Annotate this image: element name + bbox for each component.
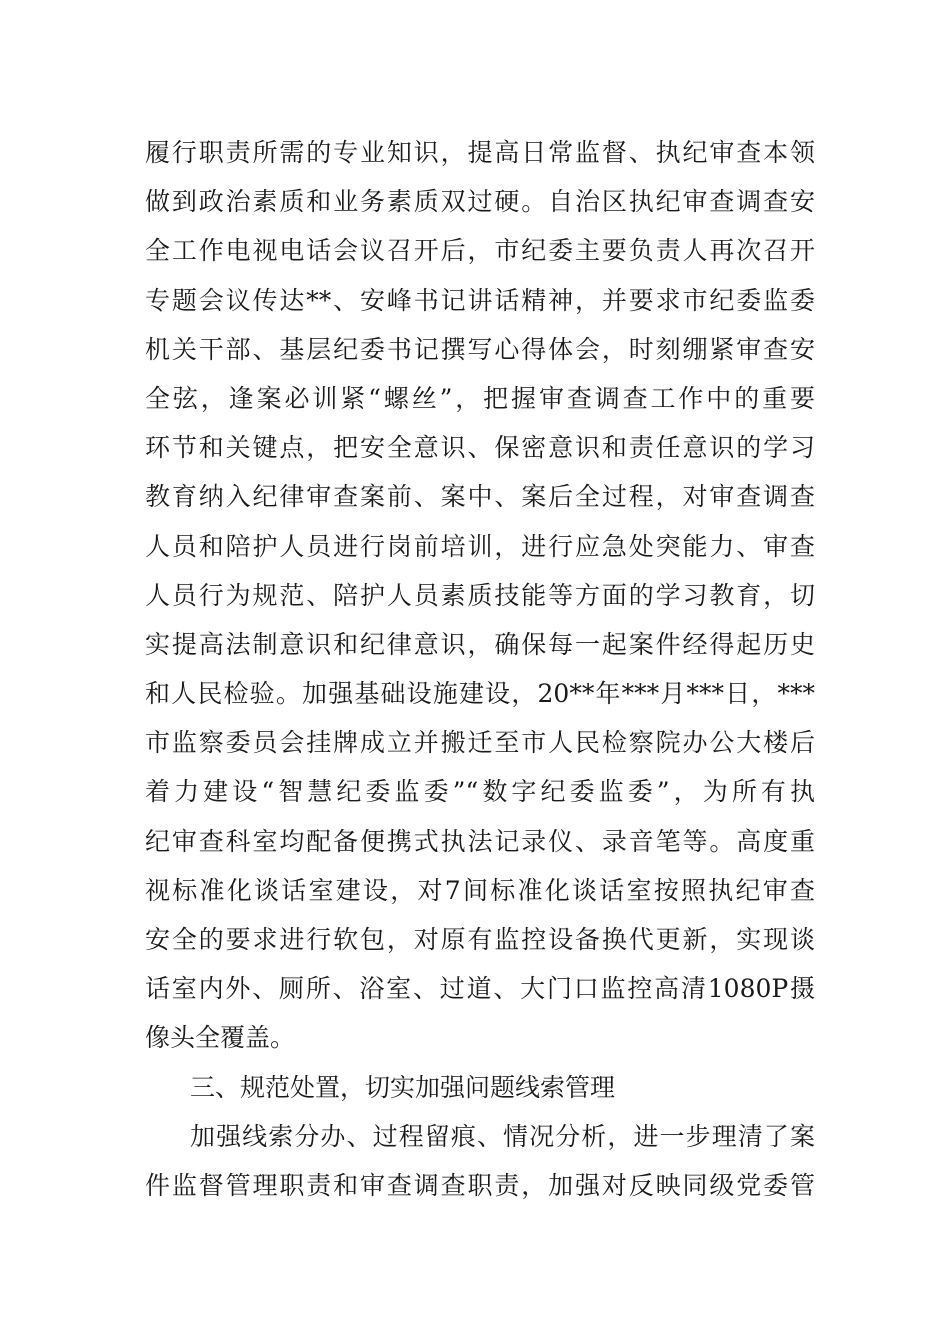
section-heading: 三、规范处置，切实加强问题线索管理 xyxy=(190,1072,616,1102)
paragraph-line: 教育纳入纪律审查案前、案中、案后全过程，对审查调查 xyxy=(145,482,815,512)
paragraph-line: 做到政治素质和业务素质双过硬。自治区执纪审查调查安 xyxy=(145,187,815,217)
paragraph-line: 话室内外、厕所、浴室、过道、大门口监控高清1080P摄 xyxy=(145,974,815,1004)
paragraph-line: 纪审查科室均配备便携式执法记录仪、录音笔等。高度重 xyxy=(145,826,815,856)
paragraph-line: 加强线索分办、过程留痕、情况分析，进一步理清了案 xyxy=(190,1121,815,1151)
paragraph-line: 人员行为规范、陪护人员素质技能等方面的学习教育，切 xyxy=(145,580,815,610)
paragraph-line: 环节和关键点，把安全意识、保密意识和责任意识的学习 xyxy=(145,433,815,463)
body-paragraph xyxy=(145,128,815,1063)
paragraph-line: 像头全覆盖。 xyxy=(145,1023,296,1053)
paragraph-line: 全弦，逢案必训紧“螺丝”，把握审查调查工作中的重要 xyxy=(145,383,815,413)
paragraph-line: 和人民检验。加强基础设施建设，20**年***月***日，*** xyxy=(145,679,815,709)
paragraph-line: 专题会议传达**、安峰书记讲话精神，并要求市纪委监委 xyxy=(145,285,815,315)
paragraph-line: 人员和陪护人员进行岗前培训，进行应急处突能力、审查 xyxy=(145,531,815,561)
paragraph-line: 视标准化谈话室建设，对7间标准化谈话室按照执纪审查 xyxy=(145,875,815,905)
document-body xyxy=(145,128,815,1210)
paragraph-line: 着力建设“智慧纪委监委”“数字纪委监委”，为所有执 xyxy=(145,777,815,807)
paragraph-line: 实提高法制意识和纪律意识，确保每一起案件经得起历史 xyxy=(145,629,815,659)
paragraph-line: 安全的要求进行软包，对原有监控设备换代更新，实现谈 xyxy=(145,925,815,954)
paragraph-line: 市监察委员会挂牌成立并搬迁至市人民检察院办公大楼后 xyxy=(145,728,815,758)
paragraph-line: 件监督管理职责和审查调查职责，加强对反映同级党委管 xyxy=(145,1170,815,1200)
body-paragraph xyxy=(145,1112,815,1210)
paragraph-line: 机关干部、基层纪委书记撰写心得体会，时刻绷紧审查安 xyxy=(145,334,815,364)
paragraph-line: 全工作电视电话会议召开后，市纪委主要负责人再次召开 xyxy=(145,236,815,266)
paragraph-line: 履行职责所需的专业知识，提高日常监督、执纪审查本领 xyxy=(145,138,815,167)
